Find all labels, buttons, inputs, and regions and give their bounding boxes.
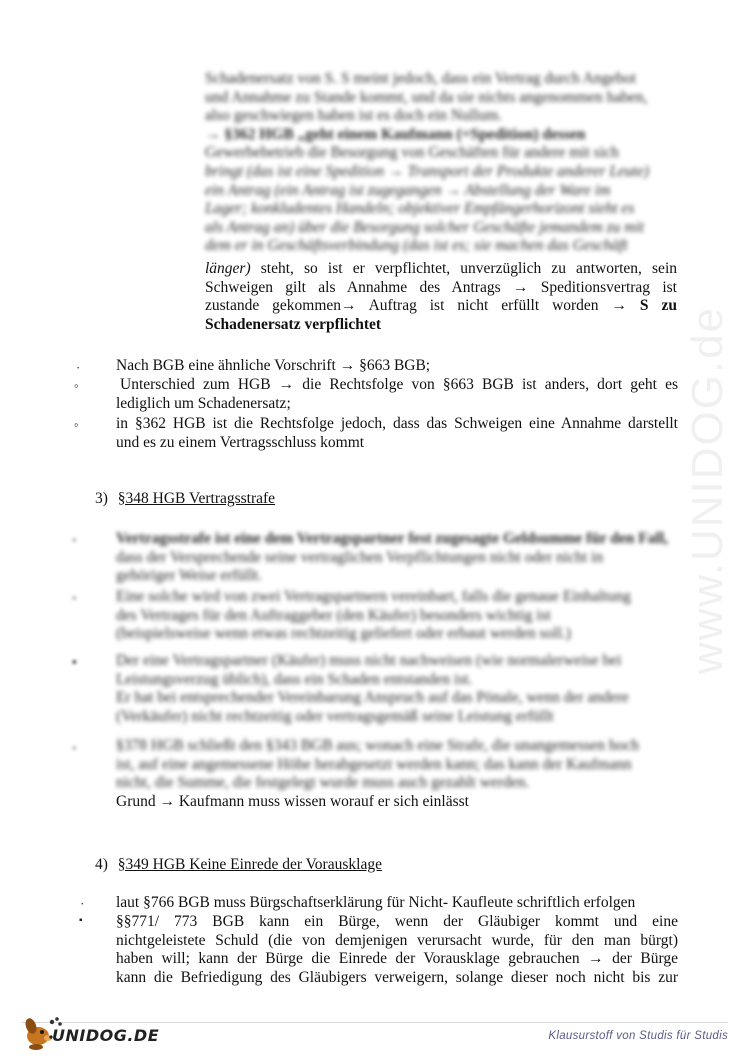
section-3-heading xyxy=(95,490,275,508)
text-line: nicht, die Summe, die festgelegt wurde muss auch gezahlt werden. xyxy=(116,774,530,792)
text-line: Schweigen gilt als Annahme des Antrags → Speditionsvertrag ist xyxy=(205,278,677,296)
text-line: Der eine Vertragspartner (Käufer) muss nicht nachweisen (wie normalerweise bei xyxy=(116,652,622,669)
text-line: §§771/ 773 BGB kann ein Bürge, wenn der Gläubiger kommt und eine xyxy=(116,913,678,930)
text-line: und Annahme zu Stande kommt, und da sie nichts angenommen haben, xyxy=(205,88,648,106)
bullet-mark: · xyxy=(76,360,81,375)
watermark-text: www.UNIDOG.de xyxy=(683,305,732,675)
bullet-mark: · xyxy=(80,896,85,911)
paragraph-1-clear xyxy=(205,260,677,334)
section-title: §349 HGB Keine Einrede der Vorausklage xyxy=(117,856,382,873)
text-line: ist, auf eine angemessene Höhe herabgesetzt werden kann; das kann der Kaufmann xyxy=(116,755,632,773)
bullet-mark: ◦ xyxy=(72,590,77,605)
text-line xyxy=(205,260,677,279)
text-line: dem er in Geschäftsverbindung (das ist es; sie machen das Geschäft xyxy=(205,237,628,255)
text-line: → §362 HGB „geht einem Kaufmann (=Spedition) dessen xyxy=(205,125,586,143)
bullet-item xyxy=(116,894,678,913)
text-line: lediglich um Schadenersatz; xyxy=(116,394,291,412)
text-line: Unterschied zum HGB → die Rechtsfolge von §663 BGB ist anders, dort geht es xyxy=(120,376,678,393)
section-number: 3) xyxy=(95,490,108,507)
bullet-item xyxy=(116,913,678,987)
text-line: Er hat bei entsprechender Vereinbarung Anspruch auf das Pönale, wenn der andere xyxy=(116,689,629,707)
text-line: also geschwiegen haben ist es doch ein Nullum. xyxy=(205,107,503,125)
text-line: des Vertrages für den Auftraggeber (den Käufer) besonders wichtig ist xyxy=(116,606,551,624)
bullet-mark: ◦ xyxy=(74,378,79,393)
text-line: §378 HGB schließt den §343 BGB aus; wonach eine Strafe, die unangemessen hoch xyxy=(116,737,640,754)
watermark xyxy=(668,250,748,730)
blurred-bullet-item xyxy=(116,737,678,793)
blurred-bullet-item xyxy=(116,652,678,726)
text-line: Gewerbebetrieb die Besorgung von Geschäften für andere mit sich xyxy=(205,144,619,162)
bullet-item xyxy=(116,376,678,413)
text-line: bringt (das ist eine Spedition → Transport der Produkte anderer Leute) xyxy=(205,162,650,180)
text-line: als Antrag an) über die Besorgung solcher Geschäfte jemandem zu mit xyxy=(205,218,645,236)
blurred-paragraph-1 xyxy=(205,70,677,256)
text-line: laut §766 BGB muss Bürgschaftserklärung für Nicht- Kaufleute schriftlich erfolgen xyxy=(116,894,636,911)
text-span: steht, so ist er verpflichtet, unverzüglich zu antworten, sein xyxy=(250,260,677,277)
text-line: kann die Befriedigung des Gläubigers verweigern, solange dieser noch nicht bis zur xyxy=(116,968,678,986)
text-line: Leistungsverzug üblich), dass ein Schaden entstanden ist. xyxy=(116,670,473,688)
text-span: zustande gekommen→ Auftrag ist nicht erfüllt worden → xyxy=(205,297,627,315)
blurred-bullet-item xyxy=(116,530,678,586)
bullet-item xyxy=(116,415,678,452)
text-line: haben will; kann der Bürge die Einrede der Vorausklage gebrauchen → der Bürge xyxy=(116,950,678,968)
section-number: 4) xyxy=(95,856,108,873)
text-line: ein Antrag (ein Antrag ist zugegangen → Abstellung der Ware im xyxy=(205,181,611,199)
text-line xyxy=(205,297,677,316)
section-title: §348 HGB Vertragsstrafe xyxy=(117,490,276,507)
text-line: und es zu einem Vertragsschluss kommt xyxy=(116,433,365,451)
text-span: Vertragsstrafe ist eine dem Vertragspartner fest zugesagte Geldsumme für den Fall, xyxy=(116,530,669,547)
text-line: (beispielsweise wenn etwas rechtzeitig geliefert oder erbaut werden soll.) xyxy=(116,625,571,643)
bullet-mark: ▪ xyxy=(72,654,77,669)
text-line: Schadenersatz verpflichtet xyxy=(205,315,382,333)
text-line: (Verkäufer) nicht rechtzeitig oder vertragsgemäß seine Leistung erfüllt xyxy=(116,707,554,725)
text-line: Schadenersatz von S. S meint jedoch, dass ein Vertrag durch Angebot xyxy=(205,70,637,87)
bullet-mark: ◦ xyxy=(72,532,77,547)
bold-span: S zu xyxy=(627,297,677,315)
text-line xyxy=(116,530,678,549)
bullet-item xyxy=(116,357,678,376)
text-line: Nach BGB eine ähnliche Vorschrift → §663 BGB; xyxy=(116,357,431,374)
text-line: Lager; konkludentes Handeln; objektiver Empfängerhorizont sieht es xyxy=(205,200,635,218)
section-4-heading xyxy=(95,856,382,874)
text-line: Eine solche wird von zwei Vertragspartnern vereinbart, falls die genaue Einhaltung xyxy=(116,588,631,605)
logo-text: UNIDOG.DE xyxy=(52,1026,160,1045)
text-line: in §362 HGB ist die Rechtsfolge jedoch, dass das Schweigen eine Annahme darstellt xyxy=(116,415,678,432)
italic-span: länger) xyxy=(205,260,251,277)
paragraph-line xyxy=(116,793,678,812)
bullet-mark: ◦ xyxy=(74,417,79,432)
bullet-mark: ◦ xyxy=(72,740,77,755)
text-line: gehöriger Weise erfüllt. xyxy=(116,567,263,585)
blurred-bullet-item xyxy=(116,588,678,644)
footer-tagline: Klausurstoff von Studis für Studis xyxy=(548,1030,728,1042)
text-line: dass der Versprechende seine vertraglichen Verpflichtungen nicht oder nicht in xyxy=(116,548,604,566)
bullet-mark: ▪ xyxy=(79,915,83,926)
text-line: Grund → Kaufmann muss wissen worauf er sich einlässt xyxy=(116,793,469,810)
text-line: nichtgeleistete Schuld (die von demjenigen verursacht wurde, für den man bürgt) xyxy=(116,931,678,949)
